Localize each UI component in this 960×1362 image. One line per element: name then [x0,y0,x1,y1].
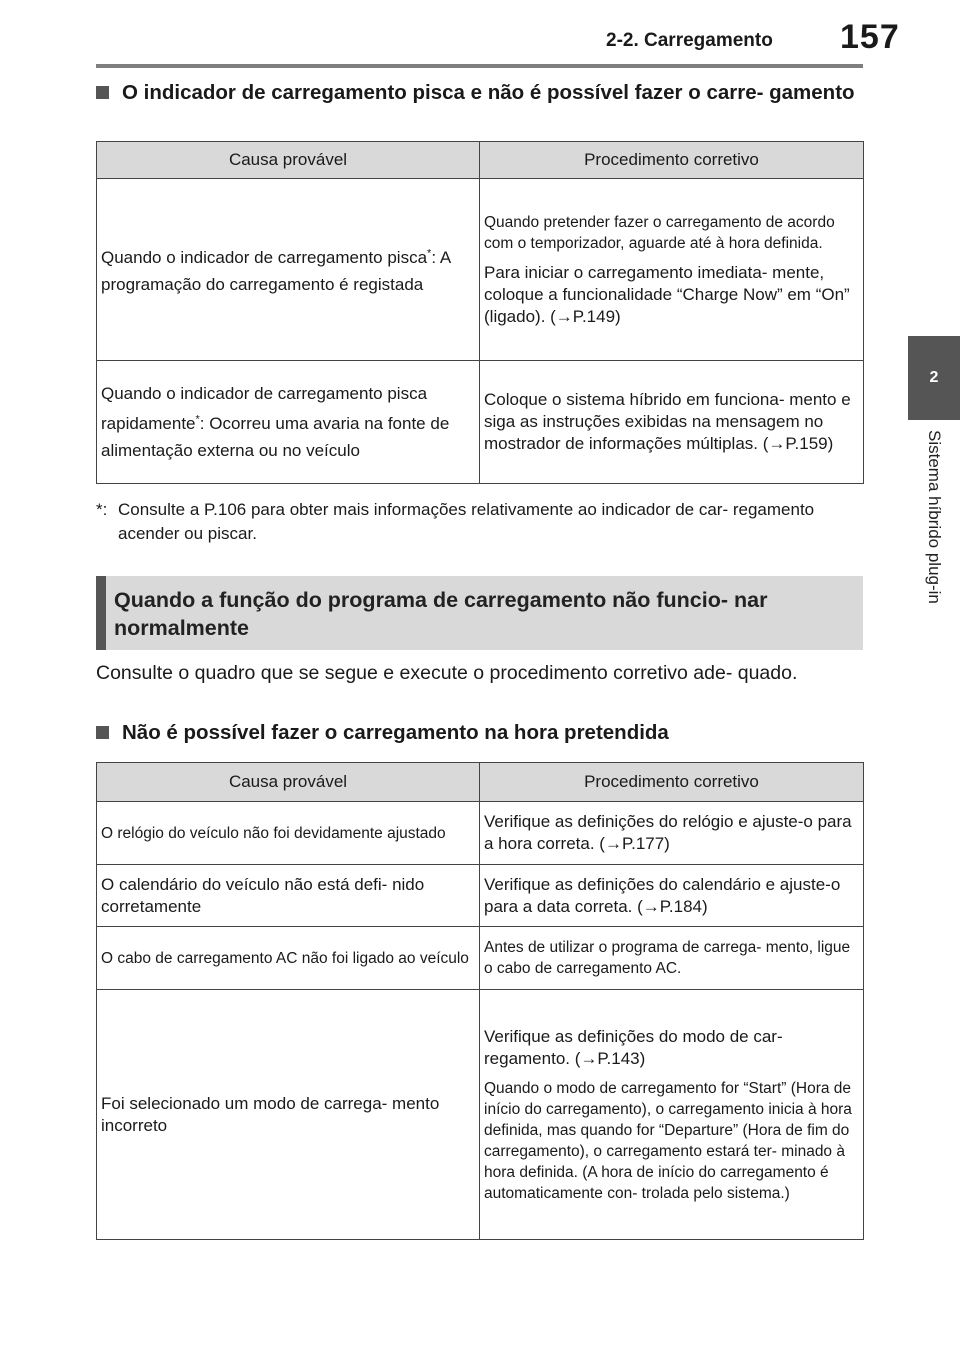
footnote-text: Consulte a P.106 para obter mais informações relativamente ao indicador de car- regamento acender ou piscar. [118,500,815,543]
column-header-procedure: Procedimento corretivo [480,142,864,179]
section-title: 2-2. Carregamento [606,30,773,51]
banner-accent-bar [96,576,106,650]
procedure-text: Antes de utilizar o programa de carrega- mento, ligue o cabo de carregamento AC. [484,939,851,977]
section2-title: Quando a função do programa de carregamento não funcio- nar normalmente [114,588,768,640]
procedure-text: Coloque o sistema híbrido em funciona- mento e siga as instruções exibidas na mensagem no mostrador de informações múltiplas. (→P.159) [484,390,851,453]
procedure-text: Verifique as definições do modo de car- regamento. (→P.143) [484,1026,783,1068]
cause-cell [97,927,480,990]
section2-banner [96,576,863,650]
procedure-text: Verifique as definições do calendário e ajuste-o para a data correta. (→P.184) [484,874,841,916]
section1-heading [96,80,863,106]
cause-cell [97,179,480,361]
chapter-title: Sistema híbrido plug-in [925,430,944,604]
table-row [97,179,864,361]
footnote-reference: * [427,247,432,260]
procedure-text: Verifique as definições do relógio e ajuste-o para a hora correta. (→P.177) [484,812,852,853]
bullet-square-icon [96,86,109,99]
table-header-row [97,142,864,179]
procedure-cell [480,179,864,361]
cause-cell [97,361,480,484]
table-row [97,802,864,865]
table-row [97,865,864,927]
procedure-cell [480,990,864,1240]
section2-subheading [96,720,863,746]
chapter-label [908,430,960,660]
cause-cell [97,802,480,865]
charging-schedule-table [96,762,864,1240]
cause-cell [97,990,480,1240]
section2-intro: Consulte o quadro que se segue e execute o procedimento corretivo ade- quado. [96,662,798,684]
cause-text: O cabo de carregamento AC não foi ligado ao veículo [101,949,469,967]
procedure-cell [480,802,864,865]
charging-indicator-table [96,141,864,484]
table-row [97,990,864,1240]
column-header-procedure: Procedimento corretivo [480,763,864,802]
procedure-text: Quando o modo de carregamento for “Start” (Hora de início do carregamento), o carregamento inicia à hora definida, mas quando for “Departure” (Hora de fim do carregamento), o carregamento estará ter- minado à hora definida. (A hora de início do carregamento é automaticamente con- trolada pelo sistema.) [484,1079,852,1202]
page-number: 157 [840,18,900,56]
cause-text: Quando o indicador de carregamento pisca rapidamente*: Ocorreu uma avaria na fonte de alimentação externa ou no veículo [101,383,450,461]
cause-cell [97,865,480,927]
procedure-text: Para iniciar o carregamento imediata- mente, coloque a funcionalidade “Charge Now” em “On” (ligado). (→P.149) [484,262,850,326]
chapter-number: 2 [929,369,939,386]
footnote-reference: * [195,413,200,426]
procedure-cell [480,927,864,990]
column-header-cause: Causa provável [97,763,480,802]
bullet-square-icon [96,726,109,739]
section1-heading-text: O indicador de carregamento pisca e não é possível fazer o carre- gamento [122,81,855,104]
procedure-cell [480,865,864,927]
cause-text: Quando o indicador de carregamento pisca*: A programação do carregamento é registada [101,247,451,295]
cause-text: Foi selecionado um modo de carrega- mento incorreto [101,1093,440,1135]
cause-text: O calendário do veículo não está defi- nido corretamente [101,874,425,916]
header-rule [96,64,863,68]
procedure-text: Quando pretender fazer o carregamento de acordo com o temporizador, aguarde até à hora definida. [484,213,835,252]
cause-text: O relógio do veículo não foi devidamente ajustado [101,824,446,842]
table-row [97,361,864,484]
section2-subheading-text: Não é possível fazer o carregamento na hora pretendida [122,721,669,744]
table-row [97,927,864,990]
footnote [96,498,863,546]
table-header-row [97,763,864,802]
footnote-marker: *: [96,500,108,519]
chapter-tab [908,336,960,420]
column-header-cause: Causa provável [97,142,480,179]
procedure-cell [480,361,864,484]
